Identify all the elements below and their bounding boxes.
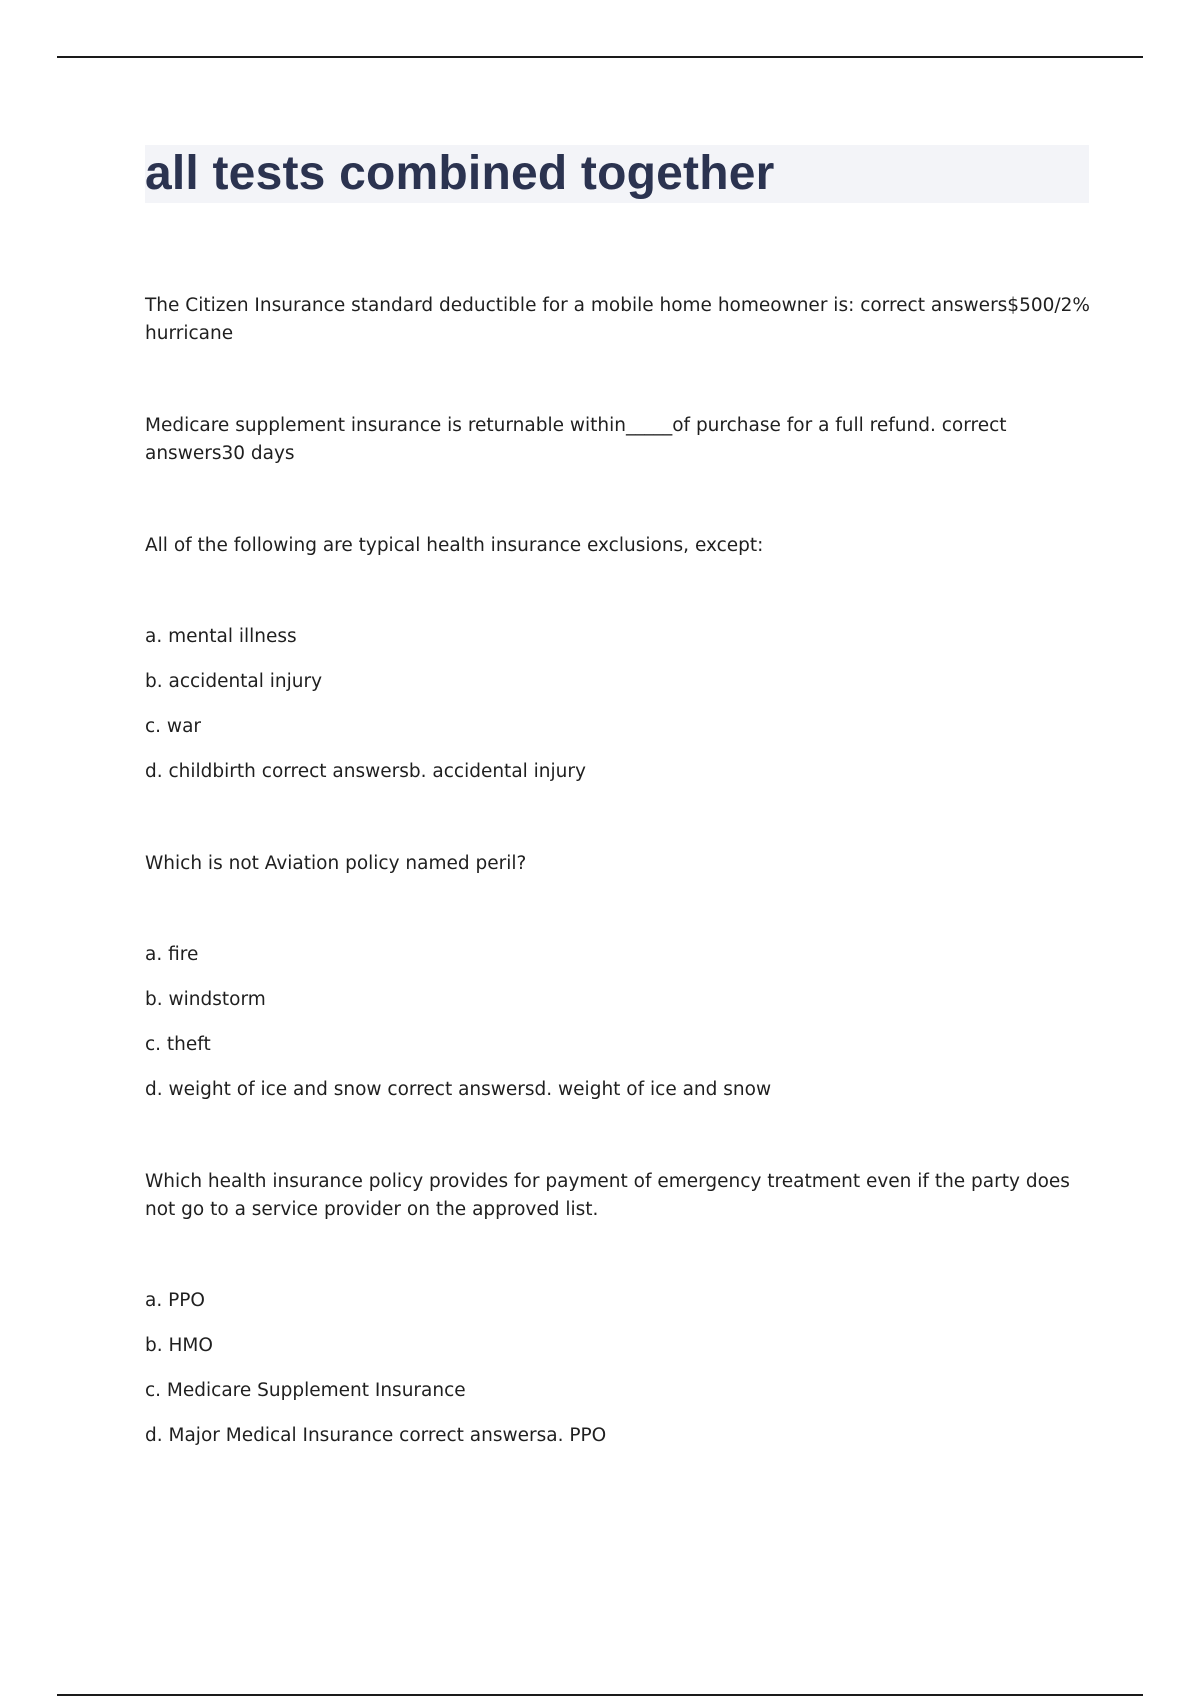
choice-item: b. accidental injury [145,671,323,692]
choice-item: c. theft [145,1034,211,1055]
choice-item: d. weight of ice and snow correct answersd. weight of ice and snow [145,1079,772,1100]
choice-item: a. mental illness [145,626,297,647]
question-text: All of the following are typical health insurance exclusions, except: [145,535,764,556]
question-block [145,1168,1095,1450]
question-block [145,292,1095,348]
answer-choices [145,1287,1095,1450]
question-text: The Citizen Insurance standard deductible for a mobile home homeowner is: correct answers$500/2% hurricane [145,295,1090,344]
answer-choices [145,941,1095,1104]
document-body [145,292,1095,1450]
question-block [145,850,1095,1104]
header-rule [57,56,1143,58]
choice-item: b. HMO [145,1335,213,1356]
answer-choices [145,623,1095,786]
choice-item: d. Major Medical Insurance correct answersa. PPO [145,1425,607,1446]
question-text: Which health insurance policy provides for payment of emergency treatment even if the party does not go to a service provider on the approved list. [145,1171,1070,1220]
footer-rule [57,1694,1143,1696]
question-block [145,532,1095,786]
document-title: all tests combined together [145,147,775,200]
choice-item: a. fire [145,944,199,965]
choice-item: c. war [145,716,202,737]
question-text: Which is not Aviation policy named peril? [145,853,527,874]
question-block [145,412,1095,468]
question-text: Medicare supplement insurance is returnable within_____of purchase for a full refund. correct answers30 days [145,415,1007,464]
choice-item: d. childbirth correct answersb. accidental injury [145,761,586,782]
choice-item: a. PPO [145,1290,205,1311]
choice-item: b. windstorm [145,989,266,1010]
choice-item: c. Medicare Supplement Insurance [145,1380,466,1401]
